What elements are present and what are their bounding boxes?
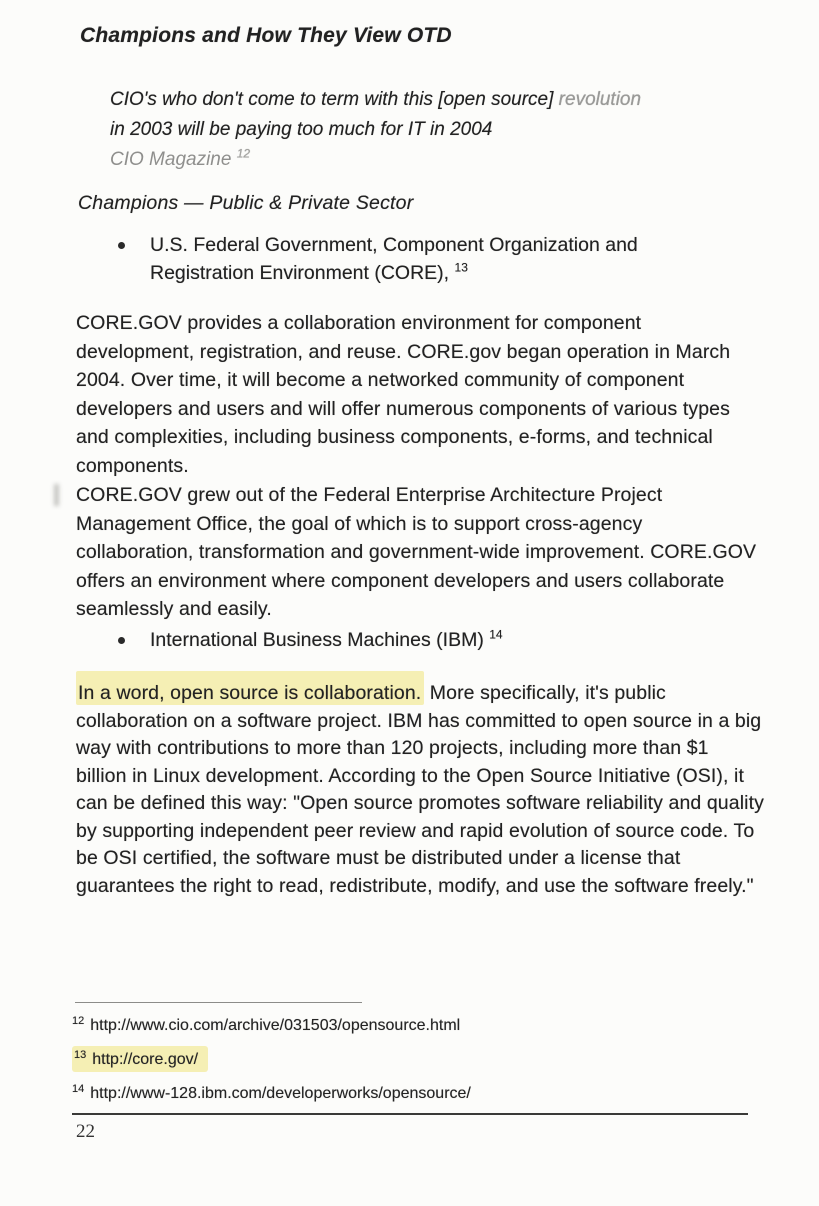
footnote-ref-14: 14 xyxy=(489,627,503,642)
footnote-number: 13 xyxy=(74,1048,87,1061)
highlighted-phrase: In a word, open source is collaboration. xyxy=(76,671,424,705)
quote-line-1: CIO's who don't come to term with this [open source] xyxy=(110,89,559,110)
bullet-ibm-label: International Business Machines (IBM) xyxy=(150,629,484,651)
paragraph-ibm xyxy=(76,680,764,900)
footnote-13 xyxy=(72,1050,732,1070)
footnote-12 xyxy=(72,1016,732,1036)
bullet-marker xyxy=(118,637,125,644)
footnote-separator-line xyxy=(75,1002,362,1003)
page-number: 22 xyxy=(76,1121,95,1142)
scan-artifact xyxy=(54,484,59,506)
quote-attribution: CIO Magazine xyxy=(110,149,232,170)
footnote-url: http://www.cio.com/archive/031503/opensource.html xyxy=(90,1017,461,1034)
paragraph-core-overview: CORE.GOV provides a collaboration environment for component development, registration, and reuse. CORE.gov began operation in March 2004. Over time, it will become a networked community of component developers and users and will offer numerous components of various types and complexities, including business components, e-forms, and technical components. xyxy=(76,312,731,477)
bullet-item-core xyxy=(76,231,676,287)
bullet-text xyxy=(150,626,503,654)
quote-block xyxy=(110,85,730,175)
section-heading: Champions — Public & Private Sector xyxy=(78,192,414,214)
footnote-number: 14 xyxy=(72,1082,85,1095)
footnote-number: 12 xyxy=(72,1014,85,1027)
footnote-ref-12: 12 xyxy=(236,146,251,161)
quote-line-1-faded: revolution xyxy=(558,89,642,110)
footnote-url: http://core.gov/ xyxy=(92,1051,199,1068)
paragraph-ibm-rest: More specifically, it's public collaboration on a software project. IBM has committed to open source in a big way with contributions to more than 120 projects, including more than $1 billion in Linux development. According to the Open Source Initiative (OSI), it can be defined this way: "Open source promotes software reliability and quality by supporting independent peer review and rapid evolution of source code. To be OSI certified, the software must be distributed under a license that guarantees the right to read, redistribute, modify, and use the software freely." xyxy=(76,682,764,897)
paragraph-core-history: CORE.GOV grew out of the Federal Enterprise Architecture Project Management Office, the goal of which is to support cross-agency collaboration, transformation and government-wide improvement. CORE.GOV offers an environment where component developers and users collaborate seamlessly and easily. xyxy=(76,484,757,620)
quote-line-2: in 2003 will be paying too much for IT in 2004 xyxy=(110,119,493,140)
footnote-url: http://www-128.ibm.com/developerworks/opensource/ xyxy=(90,1085,471,1102)
bullet-marker xyxy=(118,242,125,249)
bullet-item-ibm xyxy=(76,626,676,654)
bullet-text xyxy=(150,231,676,287)
footer-rule xyxy=(72,1113,748,1115)
page-title: Champions and How They View OTD xyxy=(80,24,452,47)
bullet-core-label: U.S. Federal Government, Component Organization and Registration Environment (CORE), xyxy=(150,234,638,284)
footnote-highlight xyxy=(72,1046,208,1072)
footnote-ref-13: 13 xyxy=(454,260,468,275)
footnote-14 xyxy=(72,1084,732,1104)
